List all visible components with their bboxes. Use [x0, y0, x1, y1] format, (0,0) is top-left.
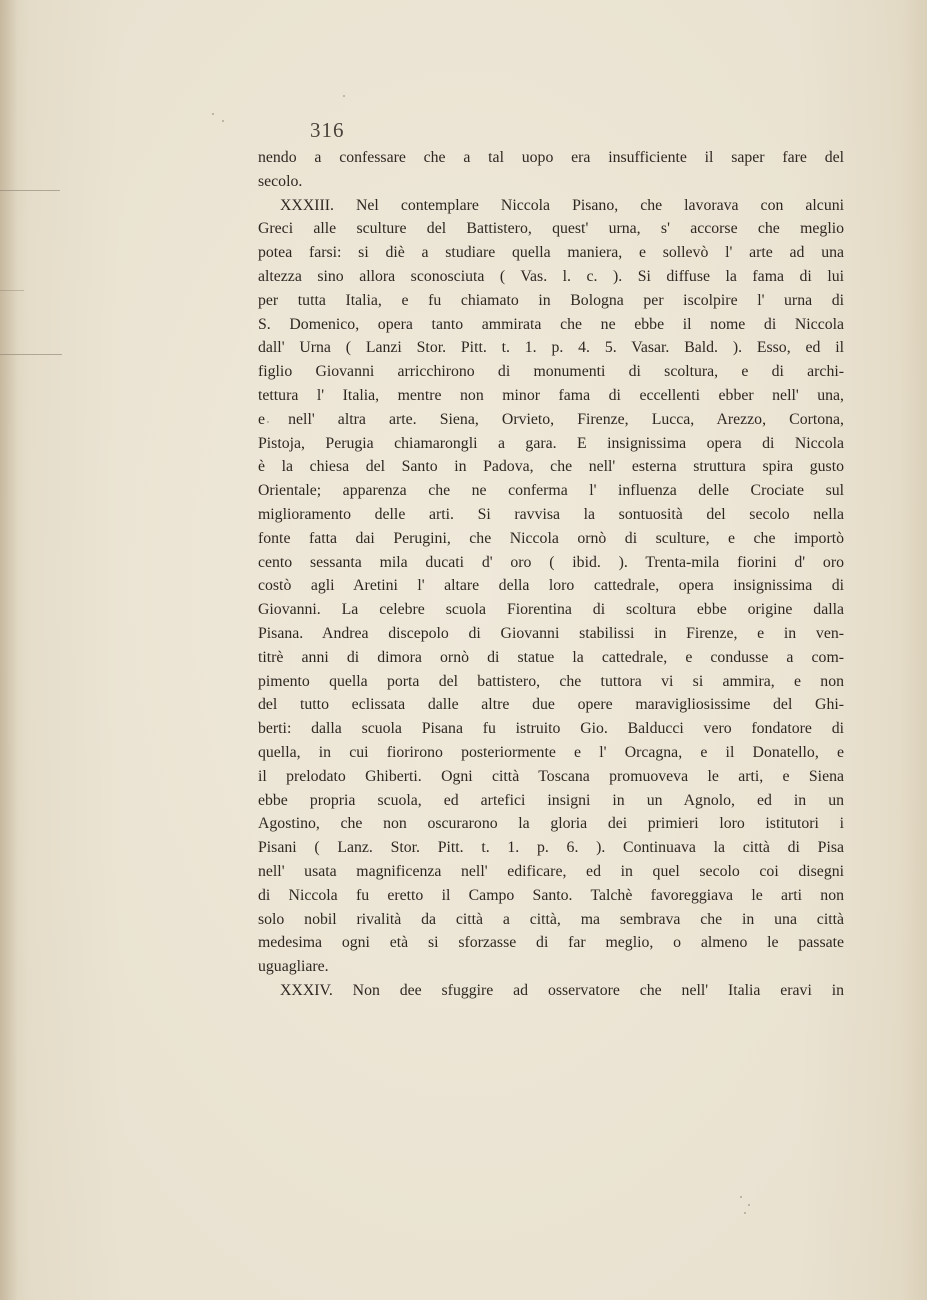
section-heading-line: XXXIII. Nel contemplare Niccola Pisano, che lavorava con alcuni: [280, 196, 844, 214]
text-line: nell' usata magnificenza nell' edificare, ed in quel secolo coi disegni: [258, 862, 844, 880]
text-line: di Niccola fu eretto il Campo Santo. Talchè favoreggiava le arti non: [258, 886, 844, 904]
text-line: miglioramento delle arti. Si ravvisa la sontuosità del secolo nella: [258, 505, 844, 523]
text-line: solo nobil rivalità da città a città, ma sembrava che in una città: [258, 910, 844, 928]
text-line: S. Domenico, opera tanto ammirata che ne ebbe il nome di Niccola: [258, 315, 844, 333]
text-line: potea farsi: si diè a studiare quella maniera, e sollevò l' arte ad una: [258, 244, 844, 262]
margin-rule-middle: [0, 354, 62, 355]
paper-speck: [222, 120, 224, 122]
text-line: costò agli Aretini l' altare della loro cattedrale, opera insignissima di: [258, 577, 844, 595]
text-line: secolo.: [258, 172, 303, 190]
text-line: il prelodato Ghiberti. Ogni città Toscana promuoveva le arti, e Siena: [258, 767, 844, 785]
text-line: quella, in cui fiorirono posteriormente e l' Orcagna, e il Donatello, e: [258, 743, 844, 761]
text-line: Orientale; apparenza che ne conferma l' influenza delle Crociate sul: [258, 482, 844, 500]
text-line: tettura l' Italia, mentre non minor fama di eccellenti ebber nell' una,: [258, 386, 844, 404]
text-line: nendo a confessare che a tal uopo era insufficiente il saper fare del: [258, 149, 844, 166]
paper-speck: [748, 1204, 750, 1206]
text-line: Pisana. Andrea discepolo di Giovanni stabilissi in Firenze, e in ven-: [258, 624, 844, 642]
text-line: e nell' altra arte. Siena, Orvieto, Firenze, Lucca, Arezzo, Cortona,: [258, 410, 844, 428]
margin-rule-top: [0, 190, 60, 191]
margin-rule-short: [0, 290, 24, 291]
text-line: ebbe propria scuola, ed artefici insigni in un Agnolo, ed in un: [258, 791, 844, 809]
text-line: Pistoja, Perugia chiamarongli a gara. E insignissima opera di Niccola: [258, 434, 844, 452]
text-line: pimento quella porta del battistero, che tuttora vi si ammira, e non: [258, 672, 844, 690]
text-line: fonte fatta dai Perugini, che Niccola ornò di sculture, e che importò: [258, 529, 844, 547]
text-line: del tutto eclissata dalle altre due opere maravigliosissime del Ghi-: [258, 696, 844, 714]
text-line: berti: dalla scuola Pisana fu istruito Gio. Balducci vero fondatore di: [258, 720, 844, 738]
paper-speck: [744, 1212, 746, 1214]
paper-speck: [343, 95, 345, 97]
paper-speck: [740, 1196, 742, 1198]
text-line: cento sessanta mila ducati d' oro ( ibid. ). Trenta-mila fiorini d' oro: [258, 553, 844, 571]
text-line: figlio Giovanni arricchirono di monumenti di scoltura, e di archi-: [258, 363, 844, 381]
section-heading-line: XXXIV. Non dee sfuggire ad osservatore che nell' Italia eravi in: [280, 981, 844, 999]
text-line: uguagliare.: [258, 958, 329, 976]
text-line: titrè anni di dimora ornò di statue la cattedrale, e condusse a com-: [258, 648, 844, 666]
text-line: Agostino, che non oscurarono la gloria dei primieri loro istitutori i: [258, 815, 844, 833]
text-line: è la chiesa del Santo in Padova, che nell' esterna struttura spira gusto: [258, 458, 844, 476]
text-line: Greci alle sculture del Battistero, quest' urna, s' accorse che meglio: [258, 220, 844, 238]
text-line: Pisani ( Lanz. Stor. Pitt. t. 1. p. 6. ). Continuava la città di Pisa: [258, 839, 844, 857]
text-line: per tutta Italia, e fu chiamato in Bologna per iscolpire l' urna di: [258, 291, 844, 309]
text-line: altezza sino allora sconosciuta ( Vas. l. c. ). Si diffuse la fama di lui: [258, 267, 844, 285]
text-line: dall' Urna ( Lanzi Stor. Pitt. t. 1. p. 4. 5. Vasar. Bald. ). Esso, ed il: [258, 339, 844, 357]
body-text: [258, 146, 844, 1003]
paper-speck: [212, 113, 214, 115]
text-line: medesima ogni età si sforzasse di far meglio, o almeno le passate: [258, 934, 844, 952]
text-line: Giovanni. La celebre scuola Fiorentina di scoltura ebbe origine dalla: [258, 601, 844, 619]
page-number: 316: [310, 118, 345, 142]
